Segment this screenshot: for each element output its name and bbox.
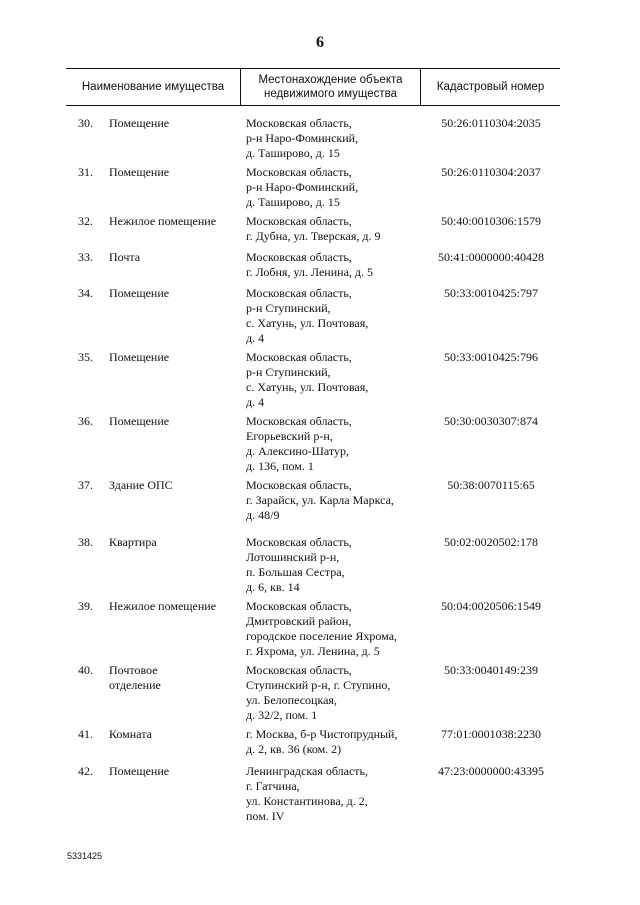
property-location [246, 214, 426, 244]
property-location-line: г. Лобня, ул. Ленина, д. 5 [246, 265, 373, 279]
property-location-line: Ленинградская область, [246, 764, 368, 778]
cadastral-number: 50:33:0010425:796 [443, 350, 538, 364]
property-name-line: Здание ОПС [109, 478, 173, 492]
property-name [109, 535, 239, 550]
property-name [109, 350, 239, 365]
property-location-line: д. 2, кв. 36 (ком. 2) [246, 742, 342, 756]
property-location-line: д. 4 [246, 395, 265, 409]
property-name [109, 478, 239, 493]
row-number: 38. [78, 535, 93, 549]
property-name-line: Помещение [109, 414, 170, 428]
cadastral-number: 50:04:0020506:1549 [440, 599, 541, 613]
property-location [246, 116, 426, 161]
property-location [246, 250, 426, 280]
property-name [109, 165, 239, 180]
property-location-line: Егорьевский р-н, [246, 429, 333, 443]
property-location-line: Московская область, [246, 250, 352, 264]
property-location-line: городское поселение Яхрома, [246, 629, 398, 643]
property-location-line: Московская область, [246, 663, 352, 677]
property-location-line: Лотошинский р-н, [246, 550, 340, 564]
row-number: 39. [78, 599, 93, 613]
property-name-line: Нежилое помещение [109, 214, 217, 228]
property-location [246, 599, 426, 659]
document-code: 5331425 [67, 851, 103, 861]
page-number: 6 [316, 34, 324, 51]
property-location [246, 535, 426, 595]
cadastral-number: 50:38:0070115:65 [447, 478, 535, 492]
property-location-line: Московская область, [246, 116, 352, 130]
property-location-line: Московская область, [246, 599, 352, 613]
cadastral-number: 50:02:0020502:178 [443, 535, 538, 549]
row-number: 33. [78, 250, 93, 264]
property-location-line: р-н Наро-Фоминский, [246, 131, 359, 145]
property-name-line: Помещение [109, 764, 170, 778]
header-name: Наименование имущества [81, 81, 225, 93]
cadastral-number: 50:33:0010425:797 [443, 286, 538, 300]
property-location-line: с. Хатунь, ул. Почтовая, [246, 380, 369, 394]
header-location-line: Местонахождение объекта [258, 74, 403, 86]
cadastral-number: 50:33:0040149:239 [443, 663, 538, 677]
property-location-line: пом. IV [246, 809, 285, 823]
property-location-line: Московская область, [246, 414, 352, 428]
property-location-line: ул. Белопесоцкая, [246, 693, 337, 707]
property-location-line: д. Таширово, д. 15 [246, 195, 340, 209]
property-location [246, 663, 426, 723]
property-name-line: Нежилое помещение [109, 599, 217, 613]
property-name-line: Комната [109, 727, 152, 741]
row-number: 42. [78, 764, 93, 778]
cadastral-number: 77:01:0001038:2230 [440, 727, 541, 741]
property-name [109, 414, 239, 429]
property-location [246, 286, 426, 346]
property-name-line: Почтовое [109, 663, 158, 677]
property-location-line: Московская область, [246, 286, 352, 300]
property-location-line: Московская область, [246, 165, 352, 179]
property-location [246, 727, 426, 757]
property-location [246, 165, 426, 210]
property-name [109, 663, 239, 693]
property-location-line: Московская область, [246, 478, 352, 492]
header-location [240, 69, 421, 105]
property-location-line: р-н Ступинский, [246, 365, 331, 379]
cadastral-number: 47:23:0000000:43395 [437, 764, 544, 778]
property-location-line: Московская область, [246, 535, 352, 549]
cadastral-number: 50:40:0010306:1579 [440, 214, 541, 228]
row-number: 36. [78, 414, 93, 428]
row-number: 32. [78, 214, 93, 228]
property-location-line: г. Москва, б-р Чистопрудный, [246, 727, 398, 741]
header-location-line: недвижимого имущества [263, 88, 397, 100]
property-name-line: Помещение [109, 165, 170, 179]
property-location-line: р-н Ступинский, [246, 301, 331, 315]
property-location-line: д. Алексино-Шатур, [246, 444, 349, 458]
property-table [66, 68, 560, 106]
property-location [246, 414, 426, 474]
property-location-line: д. 4 [246, 331, 265, 345]
header-cadastral: Кадастровый номер [436, 81, 545, 93]
row-number: 35. [78, 350, 93, 364]
property-location-line: Дмитровский район, [246, 614, 352, 628]
property-location-line: д. 32/2, пом. 1 [246, 708, 318, 722]
property-location-line: г. Гатчина, [246, 779, 300, 793]
property-location-line: д. 48/9 [246, 508, 280, 522]
property-name [109, 599, 239, 614]
property-location-line: п. Большая Сестра, [246, 565, 345, 579]
property-location-line: д. 6, кв. 14 [246, 580, 300, 594]
cadastral-number: 50:26:0110304:2035 [441, 116, 541, 130]
property-name [109, 727, 239, 742]
row-number: 41. [78, 727, 93, 741]
property-location-line: д. Таширово, д. 15 [246, 146, 340, 160]
cadastral-number: 50:30:0030307:874 [443, 414, 538, 428]
property-location-line: г. Зарайск, ул. Карла Маркса, [246, 493, 394, 507]
property-location-line: р-н Наро-Фоминский, [246, 180, 359, 194]
property-location-line: Московская область, [246, 350, 352, 364]
property-location-line: Ступинский р-н, г. Ступино, [246, 678, 391, 692]
property-location [246, 350, 426, 410]
cadastral-number: 50:26:0110304:2037 [441, 165, 541, 179]
property-name-line: Помещение [109, 116, 170, 130]
property-location-line: с. Хатунь, ул. Почтовая, [246, 316, 369, 330]
property-location [246, 478, 426, 523]
property-name-line: отделение [109, 678, 161, 692]
row-number: 30. [78, 116, 93, 130]
property-location-line: ул. Константинова, д. 2, [246, 794, 368, 808]
property-name [109, 214, 239, 229]
property-location-line: д. 136, пом. 1 [246, 459, 314, 473]
cadastral-number: 50:41:0000000:40428 [437, 250, 544, 264]
property-location-line: г. Дубна, ул. Тверская, д. 9 [246, 229, 381, 243]
table-header [66, 68, 560, 106]
row-number: 34. [78, 286, 93, 300]
row-number: 40. [78, 663, 93, 677]
property-name [109, 116, 239, 131]
property-name-line: Почта [109, 250, 141, 264]
property-location [246, 764, 426, 824]
property-name [109, 764, 239, 779]
property-name-line: Квартира [109, 535, 157, 549]
property-name-line: Помещение [109, 350, 170, 364]
row-number: 37. [78, 478, 93, 492]
property-name [109, 250, 239, 265]
property-name [109, 286, 239, 301]
property-name-line: Помещение [109, 286, 170, 300]
property-location-line: г. Яхрома, ул. Ленина, д. 5 [246, 644, 380, 658]
row-number: 31. [78, 165, 93, 179]
property-location-line: Московская область, [246, 214, 352, 228]
